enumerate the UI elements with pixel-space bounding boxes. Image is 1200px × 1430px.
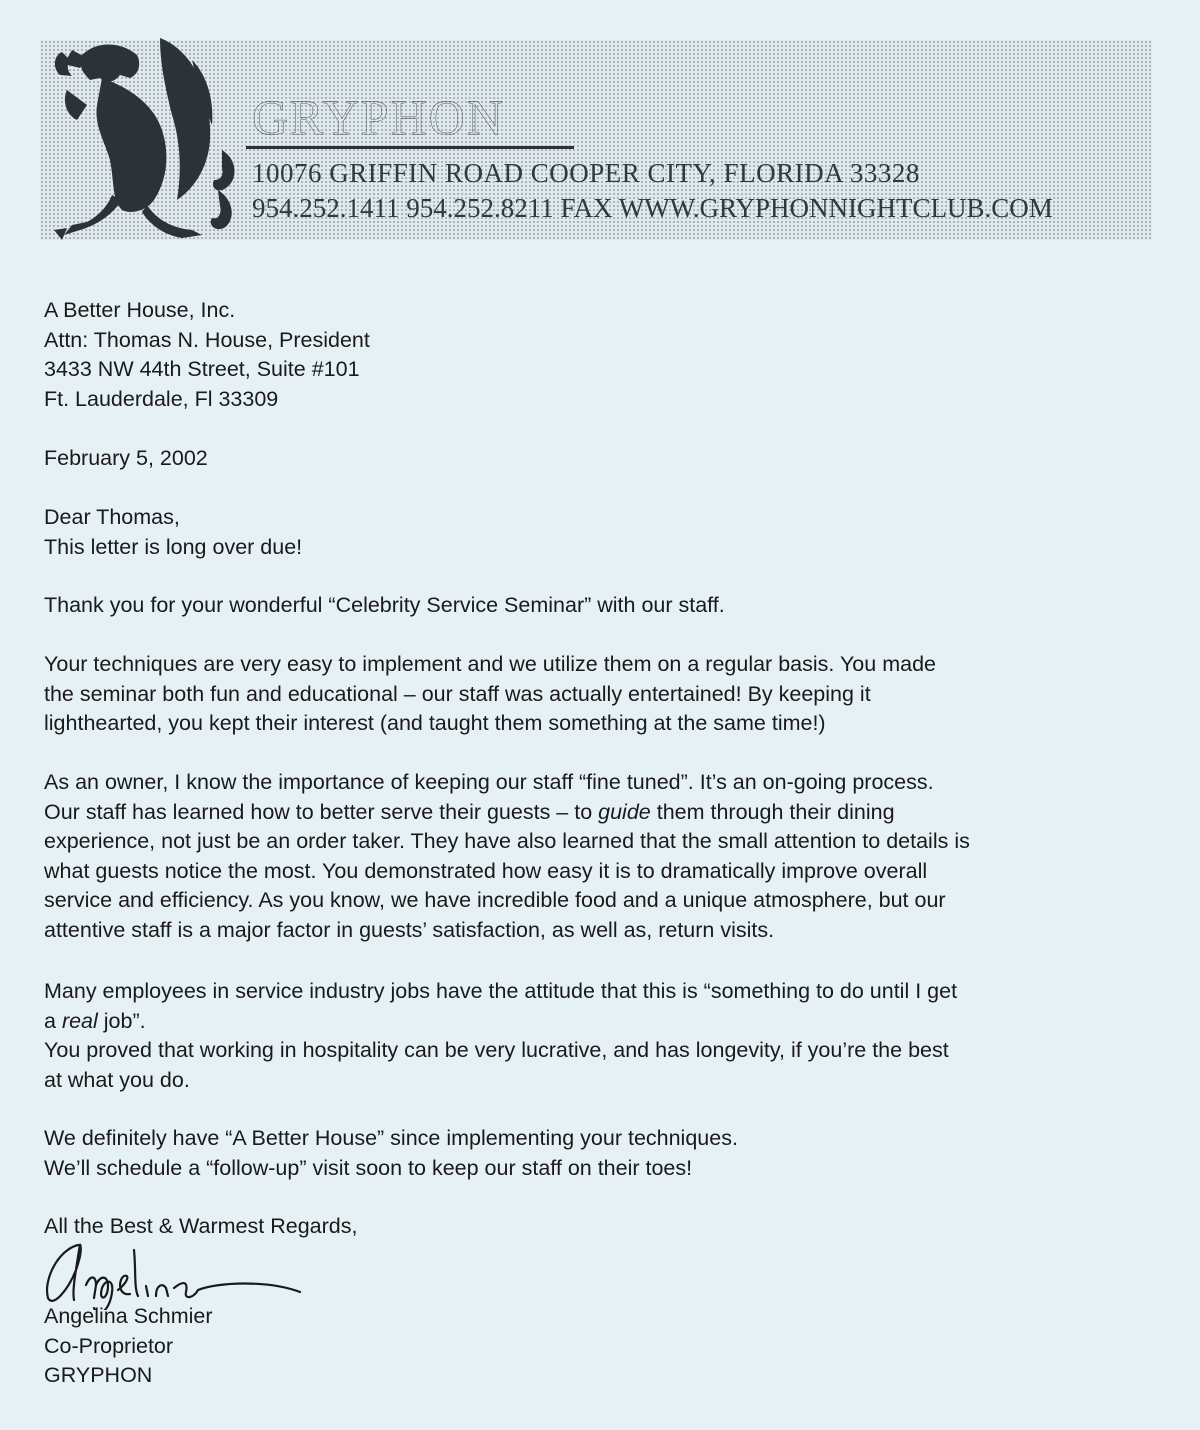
paragraph-4 — [44, 977, 957, 1095]
paragraph-line: Your techniques are very easy to implement and we utilize them on a regular basis. You made — [44, 652, 936, 676]
paragraph-line: We definitely have “A Better House” since implementing your techniques. — [44, 1126, 738, 1150]
emphasis-text: real — [61, 1008, 98, 1033]
letterhead-contact: 954.252.1411 954.252.8211 FAX WWW.GRYPHONNIGHTCLUB.COM — [252, 193, 1053, 223]
paragraph-line: lighthearted, you kept their interest (and taught them something at the same time!) — [44, 711, 826, 735]
closing-regards: All the Best & Warmest Regards, — [44, 1214, 358, 1238]
paragraph-line: what guests notice the most. You demonstrated how easy it is to dramatically improve overall — [44, 858, 928, 883]
paragraph-line: attentive staff is a major factor in guests’ satisfaction, as well as, return visits. — [44, 917, 775, 942]
brand-underline — [246, 146, 574, 149]
paragraph-line: As an owner, I know the importance of keeping our staff “fine tuned”. It’s an on-going process. — [44, 770, 934, 794]
signer-title: Co-Proprietor — [44, 1333, 174, 1358]
opening-line: This letter is long over due! — [44, 534, 303, 559]
recipient-line: 3433 NW 44th Street, Suite #101 — [44, 357, 360, 381]
emphasis-text: guide — [598, 799, 651, 824]
gryphon-logo-icon — [42, 30, 242, 242]
recipient-line: Ft. Lauderdale, Fl 33309 — [44, 386, 279, 411]
paragraph-line: service and efficiency. As you know, we have incredible food and a unique atmosphere, but our — [44, 888, 946, 912]
paragraph-line: at what you do. — [44, 1067, 190, 1092]
paragraph-3 — [44, 768, 970, 945]
salutation: Dear Thomas, — [44, 505, 180, 529]
text-run: job”. — [97, 1008, 146, 1033]
text-run: them through their dining — [650, 799, 895, 824]
letterhead-address: 10076 GRIFFIN ROAD COOPER CITY, FLORIDA 33328 — [252, 158, 920, 188]
letter-date: February 5, 2002 — [44, 446, 208, 470]
paragraph-5 — [44, 1124, 738, 1183]
signer-name: Angelina Schmier — [44, 1304, 213, 1328]
paragraph-line — [44, 1007, 957, 1037]
recipient-line: A Better House, Inc. — [44, 298, 236, 322]
greeting — [44, 503, 302, 562]
paragraph-line: experience, not just be an order taker. They have also learned that the small attention to details is — [44, 829, 970, 853]
paragraph-line: Many employees in service industry jobs have the attitude that this is “something to do until I get — [44, 979, 958, 1003]
handwritten-signature — [38, 1230, 308, 1310]
paragraph-line: the seminar both fun and educational – our staff was actually entertained! By keeping it — [44, 681, 871, 706]
signer-company: GRYPHON — [44, 1363, 153, 1387]
paragraph-2 — [44, 650, 936, 739]
paragraph-line: Thank you for your wonderful “Celebrity Service Seminar” with our staff. — [44, 593, 725, 617]
recipient-line: Attn: Thomas N. House, President — [44, 327, 370, 352]
recipient-address — [44, 296, 370, 414]
text-run: Our staff has learned how to better serve their guests – to — [44, 799, 599, 824]
paragraph-line — [44, 798, 970, 828]
paragraph-line: You proved that working in hospitality can be very lucrative, and has longevity, if you’re the best — [44, 1038, 949, 1062]
brand-name: GRYPHON — [252, 89, 505, 145]
paragraph-line: We’ll schedule a “follow-up” visit soon to keep our staff on their toes! — [44, 1155, 693, 1180]
text-run: a — [44, 1008, 62, 1033]
paragraph-1 — [44, 591, 725, 621]
signature-block — [44, 1302, 213, 1391]
